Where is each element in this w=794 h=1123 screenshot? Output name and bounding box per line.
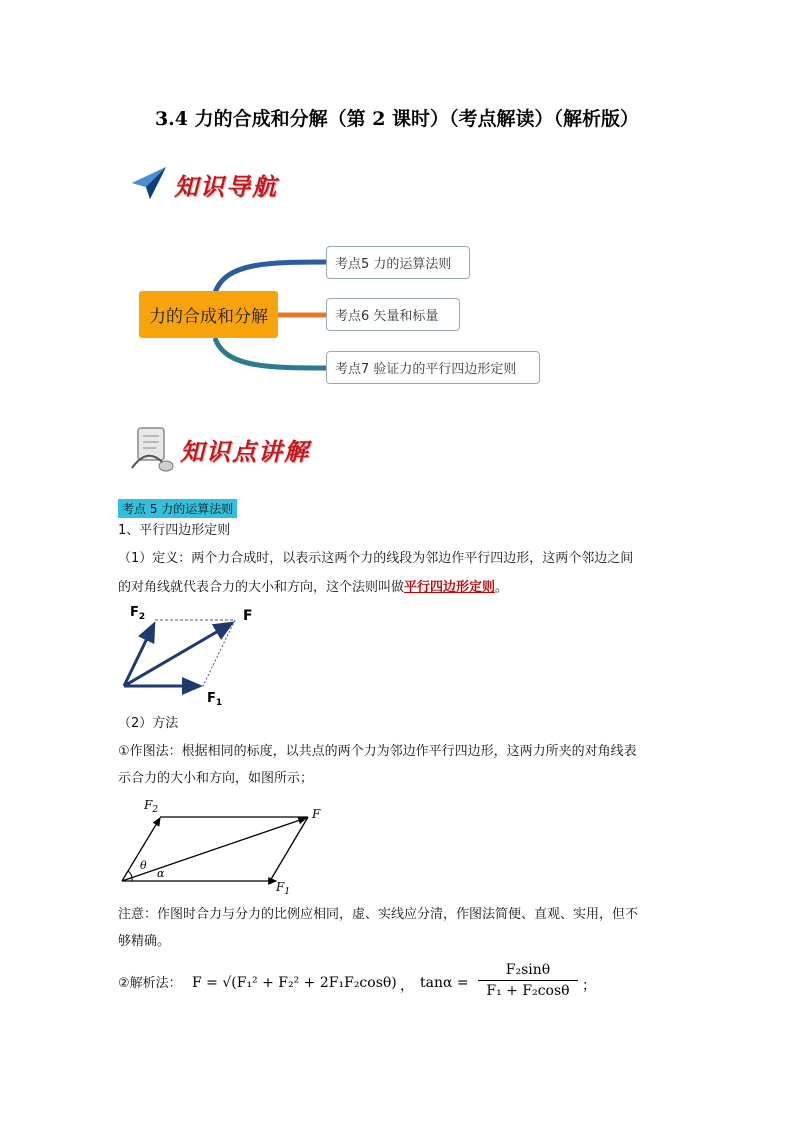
label-f2: $F_2$ [144,798,159,815]
banner-text: 知识导航 [174,172,278,201]
separator-comma: ， [400,978,414,994]
note-line-1: 注意：作图时合力与分力的比例应相同，虚、实线应分清，作图法简便、直观、实用，但不 [118,907,639,922]
f-arrow [122,818,306,881]
definition-line-1: （1）定义：两个力合成时，以表示这两个力的线段为邻边作平行四边形，这两个邻边之间 [118,551,634,566]
label-f1: $F_1$ [207,691,223,708]
label-alpha: α [157,867,165,880]
keyword-parallelogram-rule: 平行四边形定则 [404,580,496,595]
figure-parallelogram-1 [110,600,290,710]
heading-parallelogram-rule: 1、平行四边形定则 [118,523,231,538]
note-line-2: 够精确。 [118,934,171,949]
method2-label: ②解析法： [118,976,182,991]
section-tag: 考点 5 力的运算法则 [118,499,237,518]
label-f: F [312,807,321,821]
page-title: 3.4 力的合成和分解（第 2 课时）（考点解读）（解析版） [154,108,640,130]
method1-line-2: 示合力的大小和方向，如图所示； [118,771,314,786]
formula-tan-lhs: tanα = [420,975,469,991]
mindmap-branch-5: 考点5 力的运算法则 [326,246,470,279]
fraction-numerator: F₂sinθ [478,962,578,981]
banner-knowledge-points [128,424,358,474]
label-f2: $F_2$ [130,605,146,622]
figure-parallelogram-2 [110,793,340,903]
label-f: F [243,608,253,624]
mindmap-branch-6: 考点6 矢量和标量 [326,298,460,331]
formula-tan-fraction [478,962,578,999]
label-theta: θ [140,859,147,872]
label-f1: $F_1$ [276,880,291,897]
method1-line-1: ①作图法：根据相同的标度，以共点的两个力为邻边作平行四边形，这两力所夹的对角线表 [118,744,637,759]
formula-resultant: F = √(F₁² + F₂² + 2F₁F₂cosθ) [192,975,397,991]
period: 。 [495,580,509,595]
mindmap-center: 力的合成和分解 [139,291,278,338]
mindmap-branch-7: 考点7 验证力的平行四边形定则 [326,351,540,384]
method-heading: （2）方法 [118,716,179,731]
definition-line-2 [118,574,508,601]
end-semicolon: ； [582,978,596,994]
fraction-denominator: F₁ + F₂cosθ [486,983,570,999]
definition-text: 的对角线就代表合力的大小和方向，这个法则叫做 [118,580,405,595]
banner-text: 知识点讲解 [180,437,310,466]
scroll-quill-icon [128,424,176,474]
